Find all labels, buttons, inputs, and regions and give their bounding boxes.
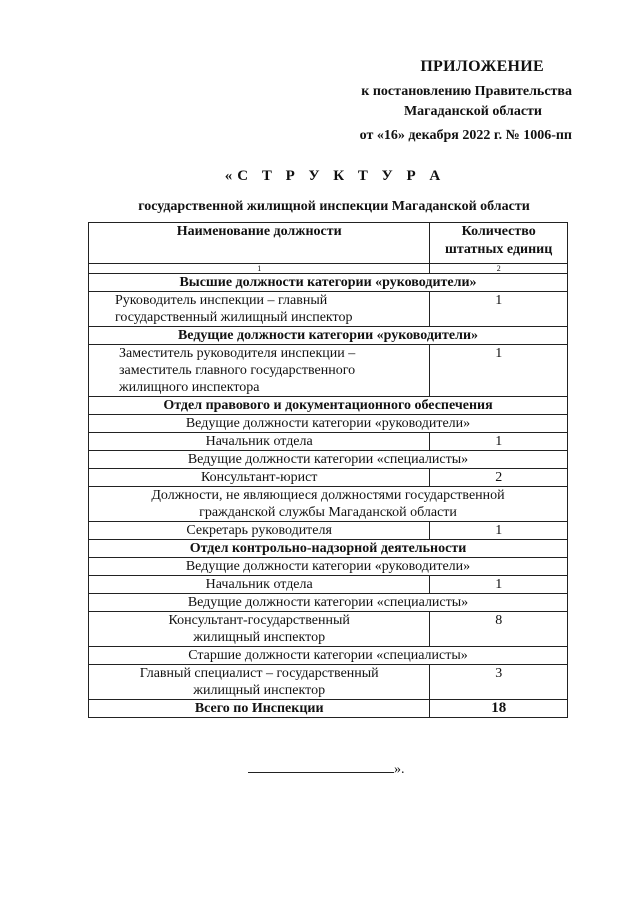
header-position-name: Наименование должности [89, 223, 430, 264]
document-title: «С Т Р У К Т У Р А [224, 168, 446, 184]
appendix-date-line: от «16» декабря 2022 г. № 1006-пп [359, 128, 572, 143]
appendix-block [360, 58, 572, 146]
subsection-row [89, 487, 568, 522]
position-name: Консультант-государственный жилищный инспектор [89, 612, 430, 647]
subsection-row [89, 647, 568, 665]
subsection-label: Ведущие должности категории «специалисты» [89, 451, 568, 469]
section-label: Отдел правового и документационного обеспечения [89, 397, 568, 415]
position-name: Главный специалист – государственный жилищный инспектор [89, 665, 430, 700]
staff-count: 2 [430, 469, 568, 487]
document-title-block [0, 168, 640, 215]
position-name: Начальник отдела [89, 576, 430, 594]
total-label: Всего по Инспекции [89, 700, 430, 718]
appendix-decree-line: к постановлению Правительства [361, 84, 572, 99]
table-row [89, 292, 568, 327]
section-row [89, 274, 568, 292]
table-row [89, 522, 568, 540]
staff-count: 1 [430, 345, 568, 397]
subsection-label: Старшие должности категории «специалисты» [89, 647, 568, 665]
staff-count: 1 [430, 522, 568, 540]
staff-count: 8 [430, 612, 568, 647]
section-row [89, 397, 568, 415]
section-row [89, 540, 568, 558]
staff-count: 3 [430, 665, 568, 700]
table-row [89, 433, 568, 451]
appendix-title: ПРИЛОЖЕНИЕ [420, 58, 544, 75]
table-numbering-row [89, 264, 568, 274]
section-label: Отдел контрольно-надзорной деятельности [89, 540, 568, 558]
position-name: Секретарь руководителя [89, 522, 430, 540]
header-staff-count: Количество штатных единиц [430, 223, 568, 264]
subsection-label: Ведущие должности категории «специалисты» [89, 594, 568, 612]
appendix-region-line: Магаданской области [403, 104, 542, 119]
subsection-label: Ведущие должности категории «руководители» [89, 415, 568, 433]
subsection-label: Должности, не являющиеся должностями государственной гражданской службы Магаданской области [89, 487, 568, 522]
position-name: Начальник отдела [89, 433, 430, 451]
table-row [89, 469, 568, 487]
total-count: 18 [430, 700, 568, 718]
closing-line [248, 760, 405, 778]
staff-count: 1 [430, 576, 568, 594]
table-row [89, 665, 568, 700]
section-label: Ведущие должности категории «руководители» [89, 327, 568, 345]
subsection-row [89, 594, 568, 612]
section-label: Высшие должности категории «руководители» [89, 274, 568, 292]
subsection-label: Ведущие должности категории «руководители» [89, 558, 568, 576]
position-name: Заместитель руководителя инспекции – заместитель главного государственного жилищного инспектора [89, 345, 430, 397]
table-row [89, 345, 568, 397]
position-name: Руководитель инспекции – главный государственный жилищный инспектор [89, 292, 430, 327]
table-row [89, 576, 568, 594]
subsection-row [89, 558, 568, 576]
subsection-row [89, 451, 568, 469]
table-row [89, 612, 568, 647]
closing-quote: ». [394, 762, 405, 777]
numbering-col2: 2 [430, 264, 568, 274]
structure-table [88, 222, 568, 718]
numbering-col1: 1 [89, 264, 430, 274]
staff-count: 1 [430, 433, 568, 451]
section-row [89, 327, 568, 345]
total-row [89, 700, 568, 718]
staff-count: 1 [430, 292, 568, 327]
document-subtitle: государственной жилищной инспекции Магаданской области [138, 199, 530, 214]
subsection-row [89, 415, 568, 433]
position-name: Консультант-юрист [89, 469, 430, 487]
signature-underline [248, 760, 394, 773]
table-header-row [89, 223, 568, 264]
